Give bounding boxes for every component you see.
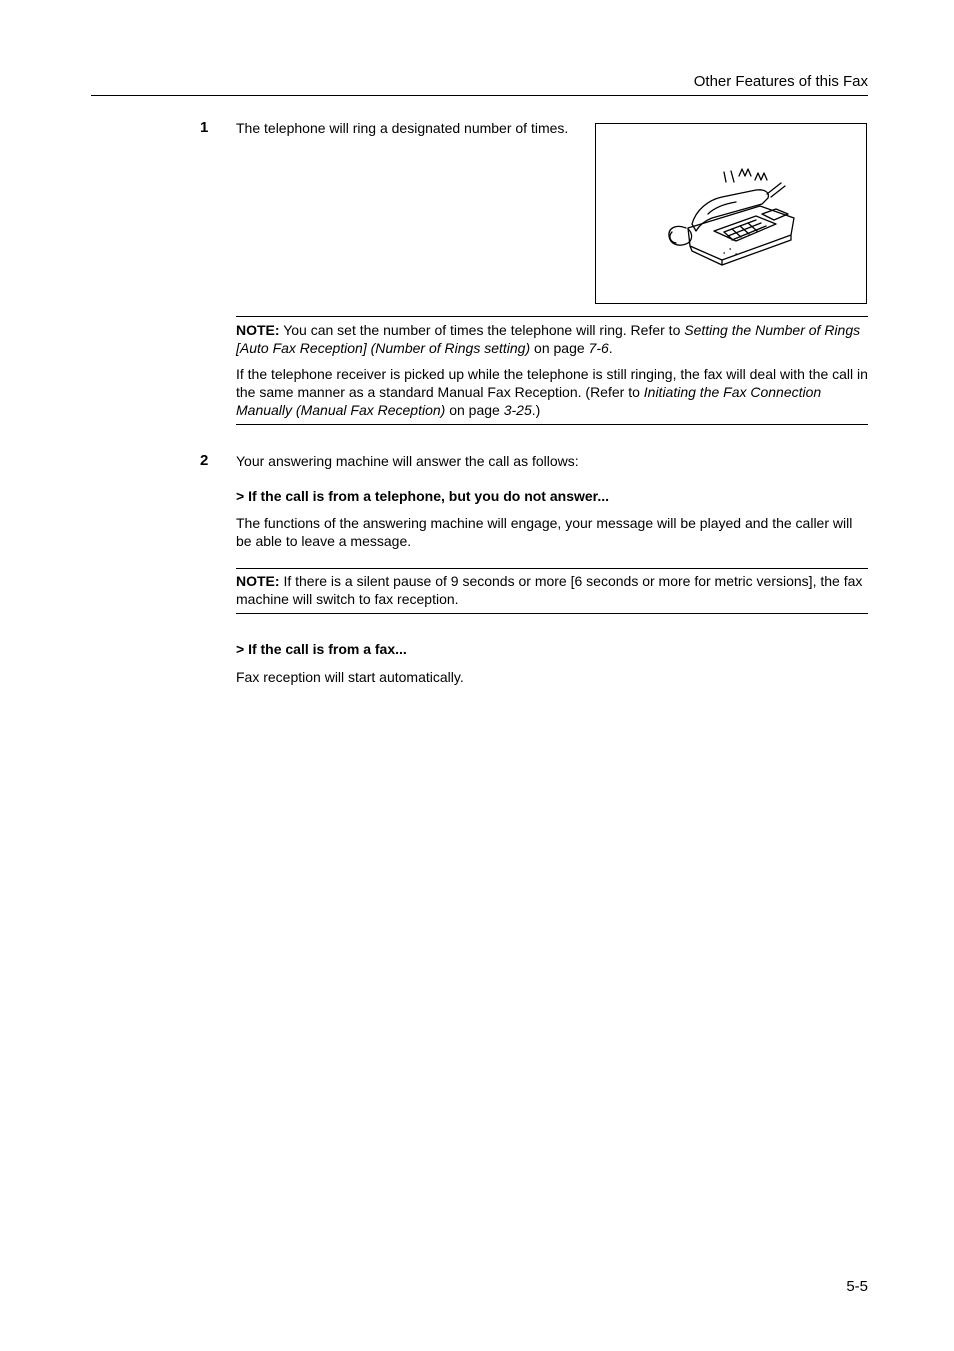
note-2-bottom-rule xyxy=(236,613,868,614)
note-1-paragraph xyxy=(236,321,868,357)
step-2-number: 2 xyxy=(200,452,209,469)
note-1-top-rule xyxy=(236,316,868,317)
note-2-top-rule xyxy=(236,568,868,569)
case-telephone-heading: > If the call is from a telephone, but you do not answer... xyxy=(236,488,610,504)
header-rule xyxy=(91,95,868,96)
case-fax-heading: > If the call is from a fax... xyxy=(236,641,407,657)
note-1-text-before: You can set the number of times the telephone will ring. Refer to xyxy=(279,322,685,338)
note-1-text-mid: on page xyxy=(530,340,589,356)
note-1-para2-text-mid: on page xyxy=(445,402,504,418)
step-1-number: 1 xyxy=(200,119,209,136)
note-2-label: NOTE: xyxy=(236,573,280,589)
note-1-reference-page: 7-6 xyxy=(588,340,609,356)
ringing-telephone-icon xyxy=(596,124,866,303)
note-1-bottom-rule xyxy=(236,424,868,425)
note-1-para2-text-before: If the telephone receiver is picked up while the telephone is still ringing, the fax will deal with the call in the same manner as a standard Manual Fax Reception. (Refer to xyxy=(236,366,868,400)
note-1-para2-reference-page: 3-25 xyxy=(503,402,532,418)
note-1-reference-title: Setting the Number of Rings [Auto Fax Reception] (Number of Rings setting) xyxy=(236,322,861,356)
case-fax-text: Fax reception will start automatically. xyxy=(236,669,464,685)
note-1-second-paragraph xyxy=(236,365,868,419)
step-2-text: Your answering machine will answer the call as follows: xyxy=(236,453,579,469)
telephone-illustration xyxy=(595,123,867,304)
note-2-paragraph xyxy=(236,572,868,608)
page-number: 5-5 xyxy=(846,1278,868,1295)
note-2-text: If there is a silent pause of 9 seconds or more [6 seconds or more for metric versions], the fax machine will switch to fax reception. xyxy=(236,573,863,607)
step-1-text: The telephone will ring a designated number of times. xyxy=(236,120,569,136)
note-1-para2-text-after: .) xyxy=(531,402,541,418)
running-header: Other Features of this Fax xyxy=(693,73,868,90)
note-1-text-after: . xyxy=(608,340,613,356)
note-1-para2-reference-title: Initiating the Fax Connection Manually (Manual Fax Reception) xyxy=(236,384,822,418)
note-1-label: NOTE: xyxy=(236,322,280,338)
case-telephone-text: The functions of the answering machine will engage, your message will be played and the caller will be able to leave a message. xyxy=(236,515,853,549)
